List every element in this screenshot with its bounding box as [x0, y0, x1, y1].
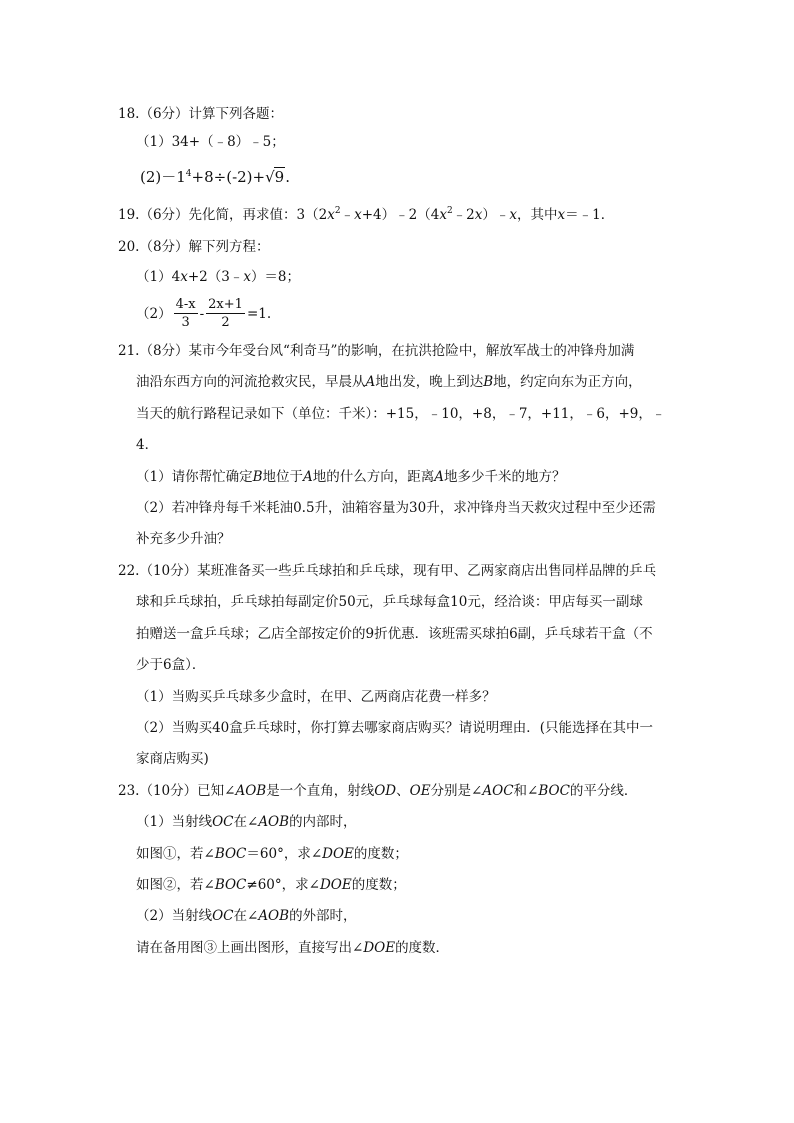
var-x: x [243, 269, 251, 285]
q18-part1: （1）34+（﹣8）﹣5； [136, 134, 285, 150]
ray-OE: OE [409, 783, 431, 799]
fraction-2 [206, 296, 245, 331]
var-x: x [509, 207, 518, 223]
q23-seg-c: 、 [396, 783, 410, 799]
q18-part2-end: . [285, 168, 290, 186]
fraction-1 [174, 296, 198, 331]
q22-line-4: 少于6盒）． [136, 657, 206, 673]
q20-part2 [136, 296, 271, 331]
q19-seg-e: ）﹣ [482, 207, 510, 223]
angle-DOE: DOE [319, 877, 352, 893]
q23-p1-seg-c: 的内部时， [289, 814, 357, 830]
fraction-1-denominator: 3 [181, 315, 190, 330]
q22-line-2: 球和乒乓球拍，乒乓球拍每副定价50元，乒乓球每盒10元，经洽谈：甲店每买一副球 [136, 594, 643, 610]
ray-OC: OC [212, 814, 234, 830]
q21-line-2 [136, 373, 642, 391]
q22-part2-line-2: 家商店购买) [136, 751, 209, 767]
point-A: A [303, 469, 313, 485]
angle-BOC: BOC [214, 846, 247, 862]
q21-line-4: 4． [136, 437, 159, 453]
point-B: B [252, 469, 263, 485]
q23-seg-f: 的平分线． [569, 783, 638, 799]
q23-seg-a: 23.（10分）已知∠ [118, 783, 236, 799]
angle-DOE: DOE [363, 940, 396, 956]
ray-OD: OD [374, 783, 397, 799]
q21-p1-seg-c: 地的什么方向，距离 [312, 469, 435, 485]
q18-part2-exponent: 4 [185, 169, 192, 179]
q21-line-3: 当天的航行路程记录如下（单位：千米）：+15，﹣10，+8，﹣7，+11，﹣6，+9，﹣ [136, 406, 666, 422]
q19-seg-f: ，其中 [517, 207, 558, 223]
q23-figure-3-text [136, 939, 449, 957]
q21-p1-seg-d: 地多少千米的地方？ [444, 469, 566, 485]
q20-p1-seg-b: +2（3﹣ [187, 269, 244, 285]
exponent: 2 [334, 206, 341, 216]
point-A: A [434, 469, 445, 485]
q21-part2-line-2: 补充多少升油？ [136, 531, 231, 547]
q23-f1-seg-b: ＝60°，求∠ [246, 846, 323, 862]
q22-part1: （1）当购买乒乓球多少盒时，在甲、乙两商店花费一样多？ [136, 689, 496, 705]
q21-part1 [136, 468, 566, 486]
var-x: x [180, 269, 188, 285]
q21-line-1: 21.（8分）某市今年受台风“利奇马”的影响，在抗洪抢险中，解放军战士的冲锋舟加满 [118, 343, 635, 359]
fraction-2-numerator: 2x+1 [208, 297, 243, 312]
angle-AOB: AOB [235, 783, 267, 799]
q22-line-3: 拍赠送一盒乒乓球；乙店全部按定价的9折优惠．该班需买球拍6副，乒乓球若干盒（不 [136, 626, 653, 642]
angle-DOE: DOE [322, 846, 354, 862]
var-x: x [327, 207, 335, 223]
q23-f1-seg-a: 如图①，若∠ [136, 846, 215, 862]
radical-sign: √ [265, 168, 275, 186]
q23-f2-seg-b: ≠60°，求∠ [246, 877, 320, 893]
q21-l2-seg-c: 地，约定向东为正方向， [493, 374, 642, 390]
q23-f2-seg-c: 的度数； [351, 877, 406, 893]
q19-seg-g: ＝﹣1． [565, 207, 615, 223]
point-A: A [365, 374, 376, 390]
point-B: B [483, 374, 494, 390]
q20-p2-label: （2） [136, 305, 172, 322]
angle-BOC: BOC [214, 877, 247, 893]
q23-f2-seg-a: 如图②，若∠ [136, 877, 215, 893]
q23-figure-1-text [136, 845, 408, 863]
minus-sign: - [199, 305, 205, 322]
angle-BOC: BOC [538, 783, 570, 799]
q23-f3-seg-b: 的度数． [395, 940, 450, 956]
q23-p2-seg-c: 的外部时， [289, 908, 357, 924]
q19-seg-d: ﹣2 [452, 207, 475, 223]
angle-AOC: AOC [482, 783, 514, 799]
q20-heading: 20.（8分）解下列方程： [118, 239, 270, 255]
q23-heading [118, 782, 637, 800]
sqrt-symbol [265, 168, 285, 187]
q23-f3-seg-a: 请在备用图③上画出图形，直接写出∠ [136, 940, 364, 956]
var-x: x [354, 207, 362, 223]
q20-part1 [136, 268, 300, 286]
q23-p2-seg-a: （2）当射线 [136, 908, 213, 924]
q21-l2-seg-b: 地出发，晚上到达 [375, 374, 484, 390]
q21-l2-seg-a: 油沿东西方向的河流抢救灾民，早晨从 [136, 374, 366, 390]
q23-seg-b: 是一个直角，射线 [266, 783, 375, 799]
q20-p1-seg-c: ）＝8； [250, 269, 301, 285]
q18-part2-lead: (2)－1 [140, 168, 186, 186]
var-x: x [557, 207, 566, 223]
q23-p1-seg-b: 在∠ [233, 814, 259, 830]
q23-p1-seg-a: （1）当射线 [136, 814, 213, 830]
radicand: 9 [274, 168, 285, 186]
q18-part2 [140, 168, 290, 187]
q19-seg-c: +4）﹣2（4 [361, 207, 440, 223]
q22-line-1: 22.（10分）某班准备买一些乒乓球拍和乒乓球，现有甲、乙两家商店出售同样品牌的乒乓 [118, 563, 657, 579]
q21-p1-seg-b: 地位于 [262, 469, 304, 485]
angle-AOB: AOB [258, 908, 290, 924]
q23-part1 [136, 813, 357, 831]
var-x: x [474, 207, 483, 223]
q21-p1-seg-a: （1）请你帮忙确定 [136, 469, 253, 485]
q20-p2-end: =1. [246, 305, 272, 322]
q23-part2 [136, 907, 357, 925]
q19-seg-a: 19.（6分）先化简，再求值：3（2 [118, 207, 328, 223]
q19-seg-b: ﹣ [340, 207, 355, 223]
q18-heading: 18.（6分）计算下列各题： [118, 106, 284, 122]
ray-OC: OC [212, 908, 234, 924]
q23-p2-seg-b: 在∠ [233, 908, 259, 924]
q23-seg-d: 分别是∠ [430, 783, 483, 799]
q23-seg-e: 和∠ [513, 783, 539, 799]
fraction-2-denominator: 2 [221, 315, 230, 330]
q22-part2-line-1: （2）当购买40盒乒乓球时，你打算去哪家商店购买？请说明理由．(只能选择在其中一 [136, 720, 654, 736]
q23-f1-seg-c: 的度数； [353, 846, 408, 862]
fraction-1-numerator: 4-x [175, 297, 196, 312]
q18-part2-mid: +8÷(-2)+ [191, 168, 266, 186]
var-x: x [439, 207, 447, 223]
q20-p1-seg-a: （1）4 [136, 269, 181, 285]
exponent: 2 [446, 206, 453, 216]
angle-AOB: AOB [258, 814, 290, 830]
q19-text [118, 206, 614, 224]
q23-figure-2-text [136, 876, 406, 894]
q21-part2-line-1: （2）若冲锋舟每千米耗油0.5升，油箱容量为30升，求冲锋舟当天救灾过程中至少还需 [136, 500, 656, 516]
